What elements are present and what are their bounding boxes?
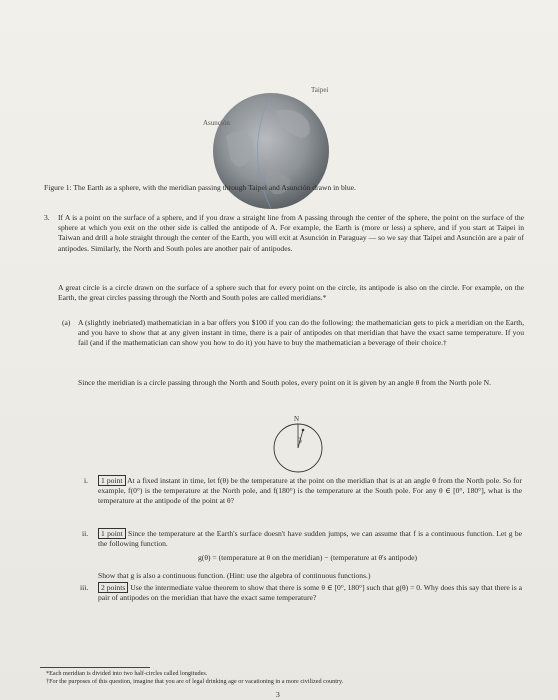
part-ii-points-badge: 1 point <box>98 528 126 539</box>
part-iii-points-badge: 2 points <box>98 582 128 593</box>
part-iii-label: iii. <box>80 583 89 592</box>
part-a-label: (a) <box>62 318 71 327</box>
question-number: 3. <box>44 213 50 222</box>
antipode-definition: If A is a point on the surface of a sphere, and if you draw a straight line from A passing through the center of the sphere, the point on the surface of the sphere at which you exit on the other side is called the antipode of A. For example, the Earth is (more or less) a sphere, and if you start at Taipei in Taiwan and drill a hole straight through the center of the Earth, you will exit at Asunción in Paraguay — so we say that Taipei and Asunción are a pair of antipodes. Similarly, the North and South poles are another pair of antipodes. <box>58 213 524 253</box>
part-a-text: A (slightly inebriated) mathematician in a bar offers you $100 if you can do the following: the mathematician gets to pick a meridian on the Earth, and you have to show that at any given instant in time, there is a pair of antipodes on that meridian that have the exact same temperature. If you fail (and if the mathematician can show you how to do it) you have to buy the mathematician a beverage of their choice.† <box>78 318 524 348</box>
part-i-points-badge: 1 point <box>98 475 126 486</box>
g-function-formula: g(θ) = (temperature at θ on the meridian) − (temperature at θ's antipode) <box>198 553 418 562</box>
part-ii-body: Since the temperature at the Earth's surface doesn't have sudden jumps, we can assume that f is a continuous function. Let g be the following function. <box>98 529 522 549</box>
asuncion-label: Asunción <box>203 119 230 127</box>
part-a-meridian-text: Since the meridian is a circle passing through the North and South poles, every point on it is given by an angle θ from the North pole N. <box>78 378 491 387</box>
part-iii-body: Use the intermediate value theorem to show that there is some θ ∈ [0°, 180°] such that g(θ) = 0. Why does this say that there is a pair of antipodes on the meridian that have the exact same temperature? <box>98 583 523 603</box>
north-pole-label: N <box>294 415 300 423</box>
great-circle-definition: A great circle is a circle drawn on the surface of a sphere such that for every point on the circle, its antipode is also on the circle. For example, on the Earth, the great circles passing through the North and South poles are called meridians.* <box>58 283 524 303</box>
footnote-longitudes: *Each meridian is divided into two half-circles called longitudes. <box>46 670 208 677</box>
part-i-text <box>98 476 522 507</box>
footnote-drinking-age: †For the purposes of this question, imagine that you are of legal drinking age or vacationing in a more civilized country. <box>46 678 344 685</box>
part-ii-text <box>98 529 522 549</box>
meridian-diagram <box>268 412 328 477</box>
part-ii-label: ii. <box>82 529 89 538</box>
part-i-label: i. <box>84 476 89 485</box>
part-i-body: At a fixed instant in time, let f(θ) be the temperature at the point on the meridian that is at an angle θ from the North pole. So for example, f(0°) is the temperature at the North pole, and f(180°) is the temperature at the South pole. For any θ ∈ [0°, 180°], what is the temperature at the antipode of the point at θ? <box>98 476 523 506</box>
footnote-divider <box>40 667 150 668</box>
theta-label: θ <box>299 439 302 445</box>
part-ii-continuity-text: Show that g is also a continuous function. (Hint: use the algebra of continuous functions.) <box>98 571 371 580</box>
figure-caption: Figure 1: The Earth as a sphere, with the meridian passing through Taipei and Asunción drawn in blue. <box>44 183 356 192</box>
earth-globe-figure <box>196 76 346 226</box>
earth-globe-image <box>196 76 346 226</box>
part-iii-text <box>98 583 522 603</box>
page-number: 3 <box>276 690 280 699</box>
taipei-label: Taipei <box>311 86 329 94</box>
